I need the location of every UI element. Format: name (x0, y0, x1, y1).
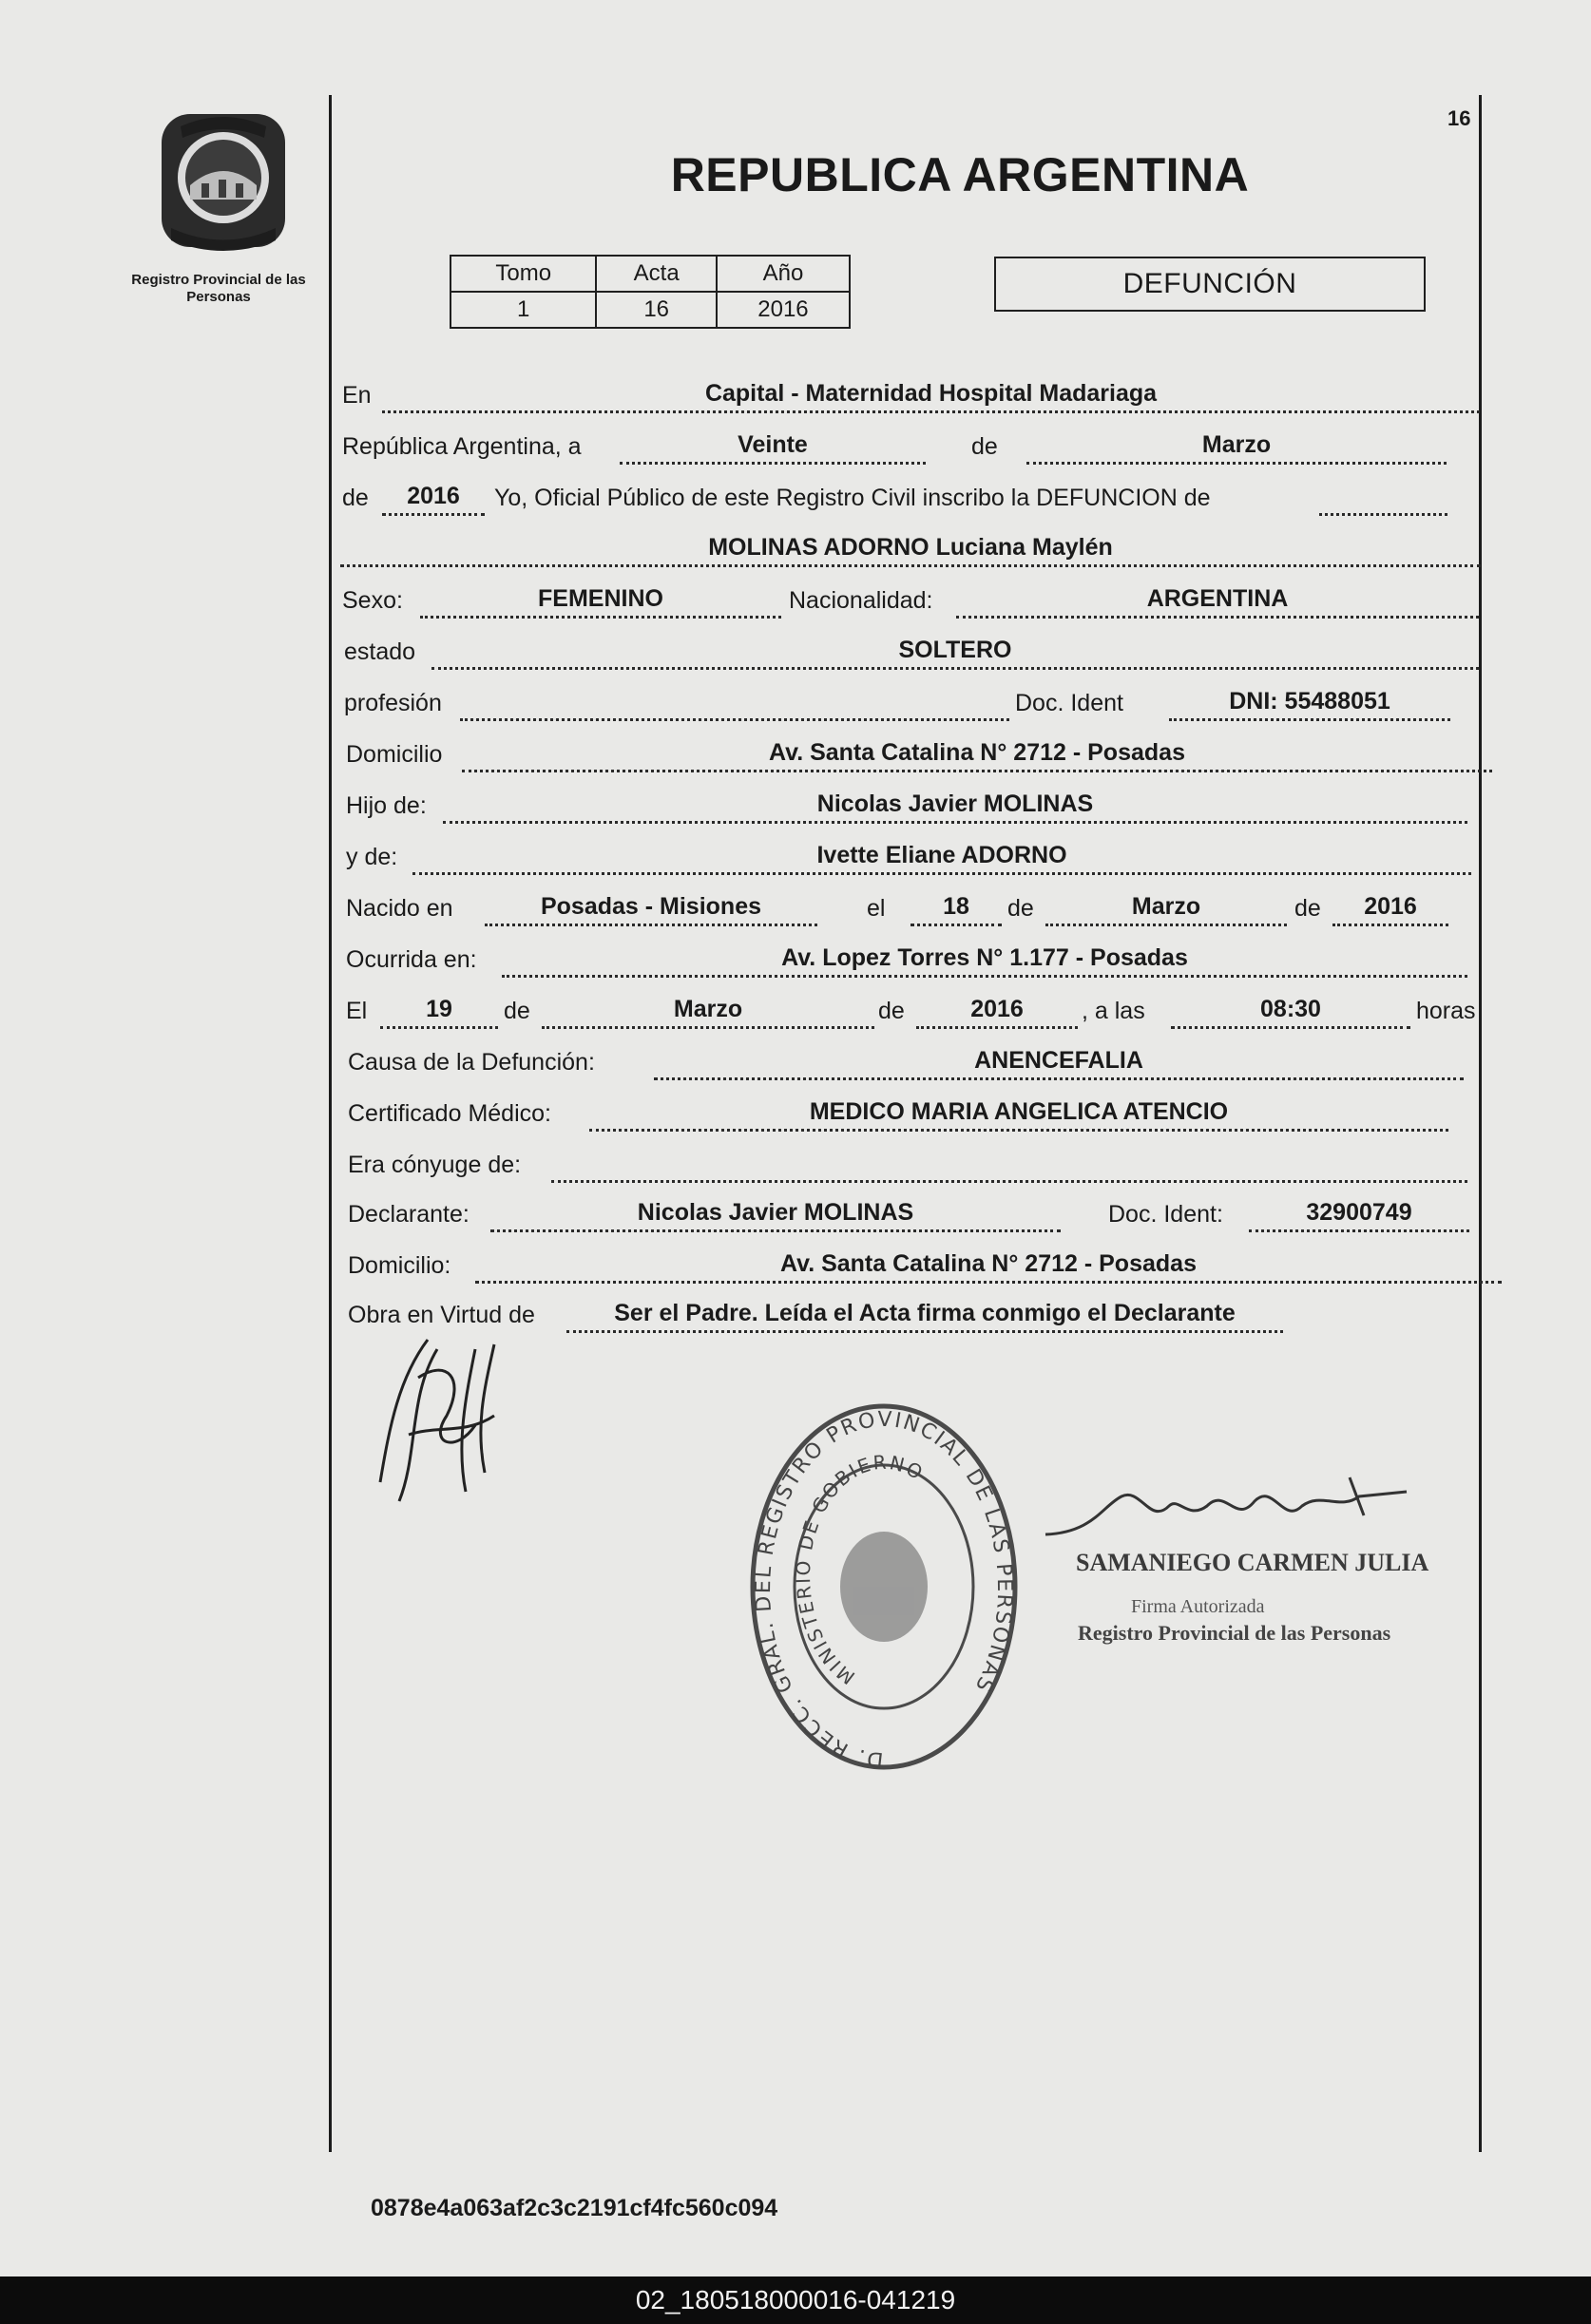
label-republica-a: República Argentina, a (342, 433, 582, 460)
label-obra-virtud: Obra en Virtud de (348, 1302, 535, 1328)
registrar-signature (1036, 1468, 1435, 1553)
stamp-outer-text: D. RECC. GRAL. DEL REGISTRO PROVINCIAL DE LAS PERSONAS (751, 1407, 1017, 1772)
label-doc-ident: Doc. Ident (1015, 690, 1123, 716)
medical-certificate-field: MEDICO MARIA ANGELICA ATENCIO (589, 1096, 1448, 1132)
label-horas: horas (1416, 998, 1476, 1024)
label-de-1: de (971, 433, 998, 460)
place-field: Capital - Maternidad Hospital Madariaga (382, 378, 1480, 413)
provincial-coat-of-arms-logo (152, 109, 295, 252)
acta-header: Acta (596, 256, 717, 292)
cause-of-death-field: ANENCEFALIA (654, 1045, 1464, 1080)
sex-field: FEMENINO (420, 583, 781, 619)
registrar-name: SAMANIEGO CARMEN JULIA (1076, 1549, 1429, 1576)
stamp-inner-text: MINISTERIO DE GOBIERNO (791, 1450, 929, 1689)
father-field: Nicolas Javier MOLINAS (443, 789, 1467, 824)
grounds-field: Ser el Padre. Leída el Acta firma conmigo el Declarante (566, 1298, 1283, 1333)
page-number: 16 (1447, 106, 1471, 130)
label-declarante: Declarante: (348, 1201, 470, 1228)
label-de-3: de (1007, 895, 1034, 922)
birth-year-field: 2016 (1332, 891, 1448, 926)
year-field: 2016 (382, 481, 485, 516)
profession-field (460, 686, 1009, 721)
month-field: Marzo (1026, 429, 1447, 465)
document-hash: 0878e4a063af2c3c2191cf4fc560c094 (371, 2195, 778, 2221)
document-type-box (994, 257, 1426, 312)
label-el-cap: El (346, 998, 368, 1024)
label-domicilio: Domicilio (346, 741, 443, 768)
day-text-field: Veinte (620, 429, 926, 465)
document-type-label: DEFUNCIÓN (1122, 268, 1297, 299)
label-a-las: , a las (1082, 998, 1145, 1024)
label-nacionalidad: Nacionalidad: (789, 587, 933, 614)
birthplace-field: Posadas - Misiones (485, 891, 817, 926)
birth-month-field: Marzo (1045, 891, 1287, 926)
label-causa: Causa de la Defunción: (348, 1049, 595, 1076)
label-y-de: y de: (346, 844, 398, 870)
label-sexo: Sexo: (342, 587, 403, 614)
address-field: Av. Santa Catalina N° 2712 - Posadas (462, 737, 1492, 772)
doc-ident-field: DNI: 55488051 (1169, 686, 1450, 721)
acta-value: 16 (596, 292, 717, 328)
label-de-4: de (1294, 895, 1321, 922)
label-conyuge: Era cónyuge de: (348, 1152, 522, 1178)
label-de-5: de (504, 998, 530, 1024)
deceased-name-lead (1319, 481, 1447, 516)
country-title: REPUBLICA ARGENTINA (670, 148, 1250, 201)
label-ocurrida-en: Ocurrida en: (346, 946, 477, 973)
death-year-field: 2016 (916, 994, 1078, 1029)
label-en: En (342, 382, 372, 409)
mother-field: Ivette Eliane ADORNO (412, 840, 1471, 875)
declarant-field: Nicolas Javier MOLINAS (490, 1197, 1061, 1232)
label-el: el (867, 895, 886, 922)
tomo-value: 1 (450, 292, 596, 328)
anio-header: Año (717, 256, 850, 292)
label-certificado: Certificado Médico: (348, 1100, 551, 1127)
death-time-field: 08:30 (1171, 994, 1410, 1029)
marital-status-field: SOLTERO (431, 635, 1479, 670)
left-margin-line (329, 95, 332, 2152)
acta-value-row (450, 292, 850, 328)
nationality-field: ARGENTINA (956, 583, 1479, 619)
declarant-doc-field: 32900749 (1249, 1197, 1469, 1232)
label-domicilio-2: Domicilio: (348, 1252, 451, 1279)
image-id-bar: 02_180518000016-041219 (0, 2276, 1591, 2324)
registrar-org: Registro Provincial de las Personas (1078, 1621, 1391, 1645)
deceased-name-field: MOLINAS ADORNO Luciana Maylén (340, 532, 1481, 567)
birth-day-field: 18 (911, 891, 1002, 926)
label-yo-oficial: Yo, Oficial Público de este Registro Civil inscribo la DEFUNCION de (494, 485, 1211, 511)
anio-value: 2016 (717, 292, 850, 328)
declarant-address-field: Av. Santa Catalina N° 2712 - Posadas (475, 1248, 1502, 1284)
registrar-role: Firma Autorizada (1131, 1596, 1265, 1617)
label-profesion: profesión (344, 690, 442, 716)
label-doc-ident-2: Doc. Ident: (1108, 1201, 1223, 1228)
declarant-signature (361, 1321, 532, 1511)
tomo-header: Tomo (450, 256, 596, 292)
label-de-6: de (878, 998, 905, 1024)
acta-header-row (450, 256, 850, 292)
label-nacido-en: Nacido en (346, 895, 453, 922)
death-place-field: Av. Lopez Torres N° 1.177 - Posadas (502, 943, 1467, 978)
label-de-2: de (342, 485, 369, 511)
label-hijo-de: Hijo de: (346, 792, 427, 819)
death-day-field: 19 (380, 994, 498, 1029)
label-estado: estado (344, 638, 416, 665)
acta-reference-table (450, 255, 851, 329)
official-stamp (741, 1397, 1026, 1777)
spouse-field (551, 1148, 1467, 1183)
logo-caption: Registro Provincial de las Personas (131, 272, 306, 305)
death-month-field: Marzo (542, 994, 874, 1029)
